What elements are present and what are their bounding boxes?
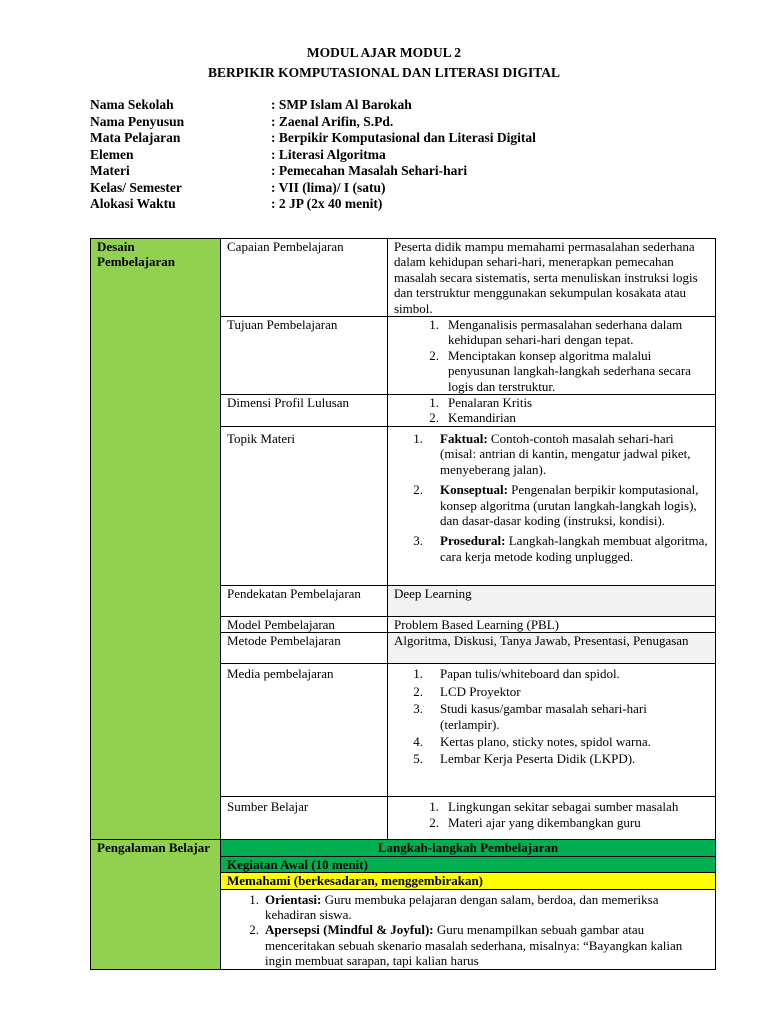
list-item: 2. LCD Proyektor [413,683,521,699]
row-capaian [91,239,716,317]
list-item: 1. Faktual: Contoh-contoh masalah sehari-hari (misal: antrian di kantin, mengatur jadwal piket, menyeberang jalan). [413,430,691,477]
section-desain-pembelajaran: Desain Pembelajaran [91,239,221,840]
value-tujuan [388,317,716,395]
list-item: 3. Prosedural: Langkah-langkah membuat algoritma, cara kerja metode koding unplugged. [413,533,708,564]
info-row-sekolah: Nama Sekolah : SMP Islam Al Barokah [90,97,412,112]
value-pendekatan: Deep Learning [388,585,716,616]
label-metode: Metode Pembelajaran [221,633,388,664]
lesson-table [90,238,716,970]
label-tujuan: Tujuan Pembelajaran [221,317,388,395]
module-subtitle: BERPIKIR KOMPUTASIONAL DAN LITERASI DIGITAL [207,65,561,80]
label-model: Model Pembelajaran [221,616,388,632]
value-topik [388,426,716,585]
list-item: 2. Konseptual: Pengenalan berpikir komputasional, konsep algoritma (urutan langkah-langkah logis), dan dasar-dasar koding (instruksi, kondisi). [413,482,699,528]
info-row-alokasi: Alokasi Waktu : 2 JP (2x 40 menit) [90,196,383,211]
list-item: 2. Materi ajar yang dikembangkan guru [429,814,641,830]
activities [221,889,716,969]
info-row-kelas: Kelas/ Semester : VII (lima)/ I (satu) [90,179,386,195]
list-item: 5. Lembar Kerja Peserta Didik (LKPD). [413,751,636,767]
list-item: 1. Orientasi: Guru membuka pelajaran dengan salam, berdoa, dan memeriksa kehadiran siswa. [249,891,659,922]
value-capaian: Peserta didik mampu memahami permasalahan sederhana dalam kehidupan sehari-hari, menerapkan pemecahan masalah secara sistematis, serta menuliskan instruksi logis dan terstruktur menggunakan sekumpulan kosakata atau simbol. [388,239,716,317]
value-metode: Algoritma, Diskusi, Tanya Jawab, Presentasi, Penugasan [388,633,716,664]
label-topik: Topik Materi [221,426,388,585]
list-item: 3. Studi kasus/gambar masalah sehari-hari (terlampir). [413,701,647,732]
value-sumber [388,797,716,840]
label-sumber: Sumber Belajar [221,797,388,840]
info-row-materi: Materi : Pemecahan Masalah Sehari-hari [90,163,468,178]
value-model: Problem Based Learning (PBL) [388,616,716,632]
list-item: 2. Apersepsi (Mindful & Joyful): Guru menampilkan sebuah gambar atau menceritakan sebuah skenario masalah sederhana, misalnya: “Bayangkan kalian ingin membuat sarapan, tapi kalian harus [249,922,683,969]
module-title: MODUL AJAR MODUL 2 [306,45,462,60]
value-media [388,664,716,797]
label-capaian: Capaian Pembelajaran [221,239,388,317]
section-pengalaman-belajar: Pengalaman Belajar [91,840,221,969]
value-dimensi [388,395,716,427]
info-row-penyusun: Nama Penyusun : Zaenal Arifin, S.Pd. [90,113,394,129]
langkah-header: Langkah-langkah Pembelajaran [221,840,716,856]
list-item: 1. Menganalisis permasalahan sederhana dalam kehidupan sehari-hari dengan tepat. [429,317,683,348]
kegiatan-awal: Kegiatan Awal (10 menit) [221,856,716,872]
label-dimensi: Dimensi Profil Lulusan [221,395,388,427]
list-item: 1. Lingkungan sekitar sebagai sumber masalah [429,799,679,815]
label-media: Media pembelajaran [221,664,388,797]
info-block [90,97,536,213]
list-item: 4. Kertas plano, sticky notes, spidol warna. [413,733,651,749]
list-item: 1. Papan tulis/whiteboard dan spidol. [413,666,620,682]
row-langkah-header [91,840,716,856]
list-item: 1. Penalaran Kritis [429,395,533,411]
list-item: 2. Menciptakan konsep algoritma malalui penyusunan langkah-langkah sederhana secara logis dan terstruktur. [429,347,691,394]
memahami: Memahami (berkesadaran, menggembirakan) [221,873,716,889]
label-pendekatan: Pendekatan Pembelajaran [221,585,388,616]
info-row-mapel: Mata Pelajaran : Berpikir Komputasional dan Literasi Digital [90,130,536,145]
info-row-elemen: Elemen : Literasi Algoritma [90,146,386,162]
list-item: 2. Kemandirian [429,410,516,426]
